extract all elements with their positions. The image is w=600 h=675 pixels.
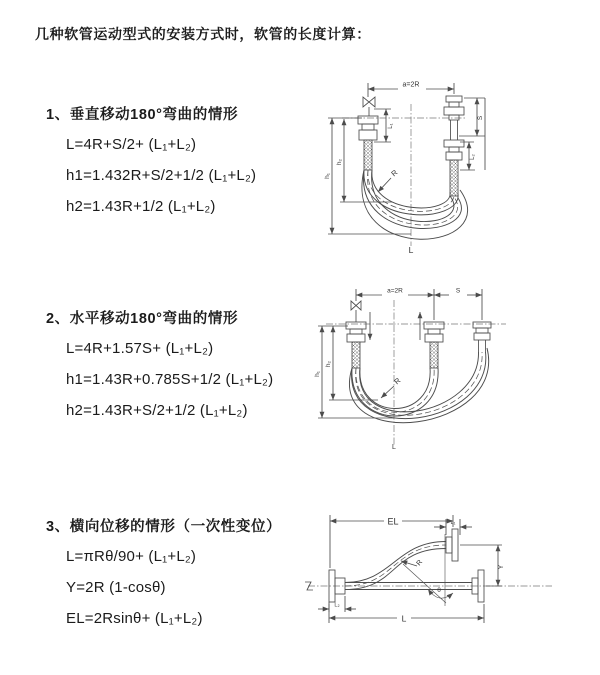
dim-label-h1: h₁	[314, 371, 321, 377]
formula-line: L=4R+1.57S+ (L₁+L₂)	[66, 340, 214, 357]
page-title: 几种软管运动型式的安装方式时，软管的长度计算：	[35, 26, 371, 42]
dim-y	[460, 545, 502, 586]
dim-label-s: S	[455, 287, 461, 295]
dim-a2r-s	[356, 289, 482, 320]
length-label: L	[392, 444, 396, 451]
section1-heading: 1、垂直移动180°弯曲的情形	[46, 107, 239, 123]
left-hose-fitting	[358, 116, 378, 170]
dim-label-a2r: a=2R	[387, 287, 403, 295]
radius-label: R	[415, 558, 425, 568]
braided-hose-section	[364, 140, 372, 170]
formula-line: L=4R+S/2+ (L₁+L₂)	[66, 136, 197, 153]
radius-leader-arrow	[381, 386, 394, 398]
radius-leader-arrow	[401, 561, 417, 566]
radius-label: R	[389, 167, 400, 179]
radius-label: R	[392, 375, 403, 387]
dim-label-s: S	[477, 115, 484, 121]
formula-line: h1=1.43R+0.785S+1/2 (L₁+L₂)	[66, 371, 274, 388]
right-hose-fitting	[444, 96, 464, 196]
dim-label-l2: L₂	[470, 154, 476, 160]
middle-hose-fitting	[424, 322, 444, 368]
dim-l	[329, 604, 484, 623]
section3-heading: 3、横向位移的情形（一次性变位）	[46, 519, 282, 535]
formula-line: Y=2R (1-cosθ)	[66, 579, 166, 596]
formula-line: h2=1.43R+1/2 (L₁+L₂)	[66, 198, 216, 215]
formula-line: EL=2Rsinθ+ (L₁+L₂)	[66, 610, 203, 627]
length-label: L	[401, 613, 407, 624]
braided-hose-section	[430, 342, 438, 368]
diagram-horizontal-180-bend	[308, 286, 563, 458]
formula-line: L=πRθ/90+ (L₁+L₂)	[66, 548, 197, 565]
centerline	[305, 582, 552, 590]
valve-icon	[351, 301, 361, 322]
dim-label-a2r: a=2R	[402, 81, 420, 89]
dim-label-y: Y	[498, 564, 505, 570]
formula-line: h2=1.43R+S/2+1/2 (L₁+L₂)	[66, 402, 248, 419]
upper-flange-displaced-position	[446, 529, 458, 561]
length-label: L	[408, 245, 414, 255]
dim-label-l1: L₁	[450, 520, 456, 526]
formula-line: h1=1.432R+S/2+1/2 (L₁+L₂)	[66, 167, 257, 184]
hose-u-arcs	[349, 348, 488, 423]
dim-label-l1: L₁	[388, 123, 394, 129]
diagram-vertical-180-bend	[312, 76, 562, 258]
diagram-lateral-displacement	[300, 506, 595, 644]
theta-label: θ	[437, 587, 441, 594]
dim-label-l2: L₂	[334, 602, 340, 609]
braided-hose-section	[352, 342, 360, 368]
section2-heading: 2、水平移动180°弯曲的情形	[46, 311, 239, 327]
right-hose-fitting	[473, 322, 491, 352]
left-hose-fitting	[346, 322, 366, 368]
dim-label-el: EL	[387, 516, 399, 527]
dim-label-h2: h₂	[336, 158, 343, 166]
braided-hose-section	[450, 160, 458, 196]
movement-arrows	[370, 312, 420, 340]
valve-icon	[363, 97, 375, 116]
radius-leader-arrow	[378, 178, 391, 192]
dim-label-h2: h₂	[325, 360, 332, 368]
dim-label-h1: h₁	[324, 173, 331, 179]
